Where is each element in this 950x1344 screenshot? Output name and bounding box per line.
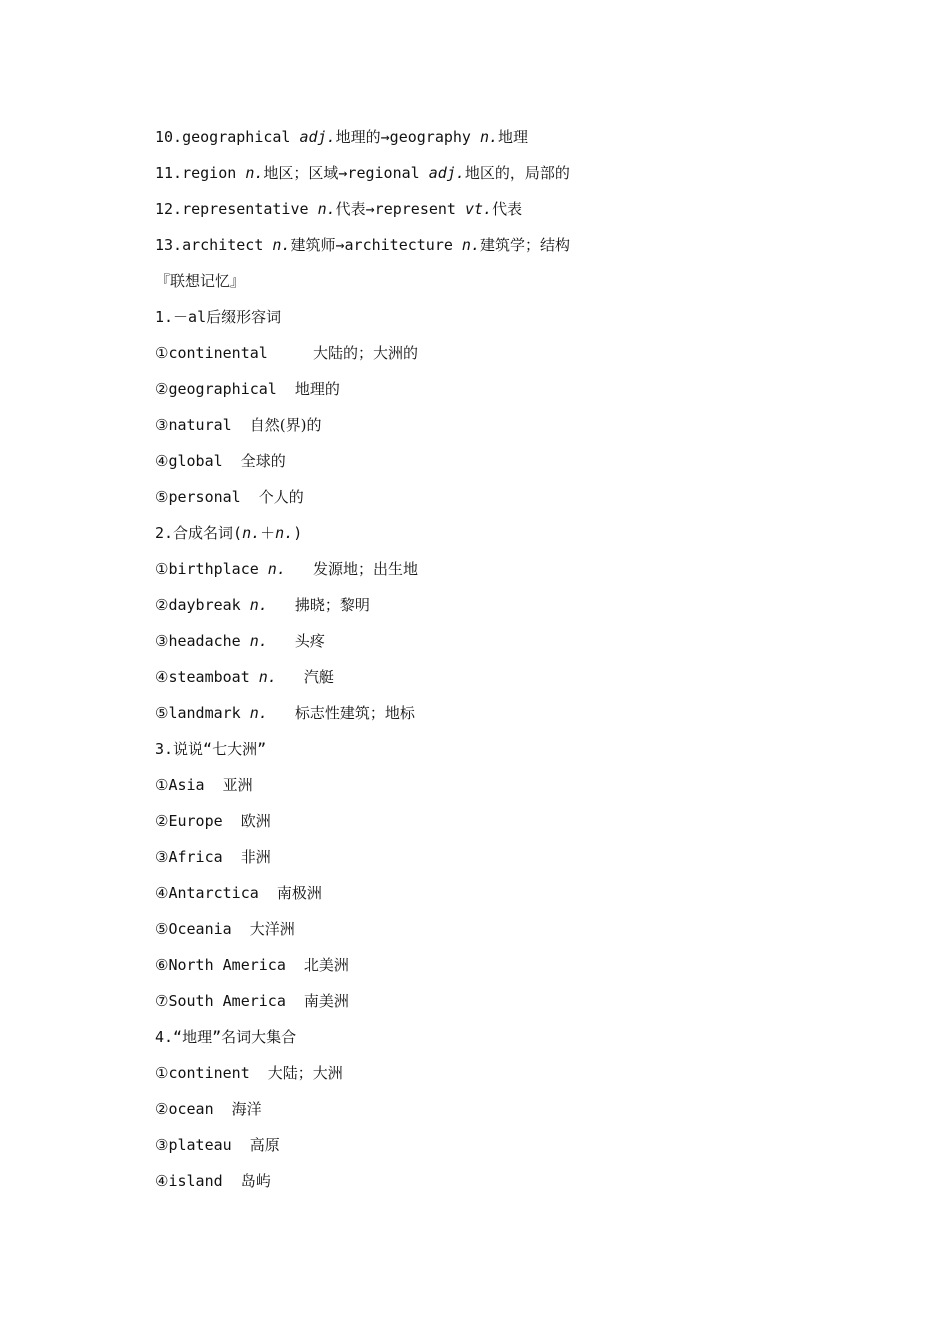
circled-number: ④ [155, 668, 169, 686]
list-item [155, 1132, 855, 1168]
vocab-line-13 [155, 232, 855, 268]
derived-word: represent [374, 200, 456, 218]
chinese-meaning: 大陆；大洲 [267, 1064, 343, 1082]
arrow-icon: → [380, 128, 390, 146]
vocab-line-12 [155, 196, 855, 232]
chinese-meaning: 欧洲 [240, 812, 271, 830]
circled-number: ② [155, 812, 169, 830]
english-term: natural [168, 416, 232, 434]
chinese-meaning: 建筑师 [290, 236, 336, 254]
list-item [155, 664, 855, 700]
english-term: personal [168, 488, 241, 506]
list-item [155, 700, 855, 736]
list-item [155, 1060, 855, 1096]
chinese-meaning: 地理的 [294, 380, 340, 398]
chinese-meaning: 拂晓；黎明 [294, 596, 370, 614]
english-term: steamboat [168, 668, 250, 686]
english-term: island [168, 1172, 223, 1190]
circled-number: ③ [155, 848, 169, 866]
circled-number: ⑤ [155, 488, 169, 506]
chinese-meaning: 地区；区域 [263, 164, 339, 182]
part-of-speech: adj. [428, 164, 465, 182]
chinese-meaning: 南美洲 [303, 992, 349, 1010]
list-item [155, 592, 855, 628]
headword: representative [182, 200, 309, 218]
english-term: continent [168, 1064, 250, 1082]
chinese-meaning: 大洋洲 [249, 920, 295, 938]
chinese-meaning: 头疼 [294, 632, 325, 650]
circled-number: ⑥ [155, 956, 169, 974]
chinese-meaning: 高原 [249, 1136, 280, 1154]
vocab-line-10 [155, 124, 855, 160]
list-item [155, 412, 855, 448]
circled-number: ② [155, 596, 169, 614]
chinese-meaning: 全球的 [240, 452, 286, 470]
derived-word: regional [347, 164, 420, 182]
derived-word: geography [389, 128, 471, 146]
list-item [155, 772, 855, 808]
headword: geographical [182, 128, 291, 146]
group-title: 2.合成名词(n.＋n.) [155, 524, 303, 542]
english-term: South America [168, 992, 286, 1010]
english-term: ocean [168, 1100, 214, 1118]
part-of-speech: n. [245, 164, 264, 182]
english-term: landmark [168, 704, 241, 722]
list-item [155, 988, 855, 1024]
group-title: 4.“地理”名词大集合 [155, 1028, 297, 1046]
part-of-speech: n. [272, 236, 291, 254]
item-number: 10. [155, 128, 183, 146]
item-number: 11. [155, 164, 183, 182]
list-item [155, 952, 855, 988]
list-item [155, 448, 855, 484]
circled-number: ② [155, 380, 169, 398]
chinese-meaning: 代表 [335, 200, 366, 218]
english-term: Antarctica [168, 884, 259, 902]
english-term: birthplace [168, 560, 259, 578]
circled-number: ② [155, 1100, 169, 1118]
list-item [155, 1096, 855, 1132]
chinese-meaning: 自然(界)的 [249, 416, 322, 434]
list-item [155, 1168, 855, 1204]
list-item [155, 916, 855, 952]
chinese-meaning: 汽艇 [303, 668, 334, 686]
english-term: Africa [168, 848, 223, 866]
english-term: global [168, 452, 223, 470]
circled-number: ⑤ [155, 920, 169, 938]
list-item [155, 556, 855, 592]
document-page [155, 124, 855, 1204]
chinese-meaning: 地理 [498, 128, 529, 146]
arrow-icon: → [365, 200, 375, 218]
vocab-line-11 [155, 160, 855, 196]
circled-number: ① [155, 344, 169, 362]
item-number: 12. [155, 200, 183, 218]
circled-number: ① [155, 560, 169, 578]
item-number: 13. [155, 236, 183, 254]
part-of-speech: n. [317, 200, 336, 218]
chinese-meaning: 个人的 [258, 488, 304, 506]
chinese-meaning: 代表 [492, 200, 523, 218]
headword: region [182, 164, 237, 182]
chinese-meaning: 南极洲 [276, 884, 322, 902]
part-of-speech: n. [267, 560, 286, 578]
part-of-speech: adj. [299, 128, 336, 146]
part-of-speech: n. [461, 236, 480, 254]
chinese-meaning: 建筑学；结构 [479, 236, 570, 254]
chinese-meaning: 地区的，局部的 [464, 164, 570, 182]
list-item [155, 628, 855, 664]
chinese-meaning: 亚洲 [222, 776, 253, 794]
english-term: daybreak [168, 596, 241, 614]
list-item [155, 808, 855, 844]
circled-number: ④ [155, 884, 169, 902]
chinese-meaning: 非洲 [240, 848, 271, 866]
list-item [155, 880, 855, 916]
chinese-meaning: 岛屿 [240, 1172, 271, 1190]
group-title: 3.说说“七大洲” [155, 740, 267, 758]
part-of-speech: n. [258, 668, 277, 686]
circled-number: ⑦ [155, 992, 169, 1010]
part-of-speech: vt. [464, 200, 493, 218]
circled-number: ① [155, 776, 169, 794]
circled-number: ③ [155, 1136, 169, 1154]
arrow-icon: → [338, 164, 348, 182]
chinese-meaning: 发源地；出生地 [312, 560, 418, 578]
english-term: headache [168, 632, 241, 650]
list-item [155, 844, 855, 880]
english-term: plateau [168, 1136, 232, 1154]
chinese-meaning: 北美洲 [303, 956, 349, 974]
list-item [155, 484, 855, 520]
circled-number: ③ [155, 416, 169, 434]
list-item [155, 340, 855, 376]
circled-number: ④ [155, 1172, 169, 1190]
english-term: North America [168, 956, 286, 974]
circled-number: ③ [155, 632, 169, 650]
english-term: Oceania [168, 920, 232, 938]
derived-word: architecture [344, 236, 453, 254]
english-term: Asia [168, 776, 205, 794]
chinese-meaning: 大陆的；大洲的 [312, 344, 418, 362]
group-title: 1.－al后缀形容词 [155, 308, 282, 326]
section-heading: 『联想记忆』 [155, 272, 246, 290]
english-term: Europe [168, 812, 223, 830]
circled-number: ⑤ [155, 704, 169, 722]
circled-number: ① [155, 1064, 169, 1082]
chinese-meaning: 标志性建筑；地标 [294, 704, 415, 722]
arrow-icon: → [335, 236, 345, 254]
part-of-speech: n. [249, 596, 268, 614]
circled-number: ④ [155, 452, 169, 470]
chinese-meaning: 地理的 [335, 128, 381, 146]
part-of-speech: n. [479, 128, 499, 146]
list-item [155, 376, 855, 412]
english-term: geographical [168, 380, 277, 398]
english-term: continental [168, 344, 268, 362]
part-of-speech: n. [249, 632, 268, 650]
chinese-meaning: 海洋 [231, 1100, 262, 1118]
headword: architect [182, 236, 264, 254]
part-of-speech: n. [249, 704, 268, 722]
